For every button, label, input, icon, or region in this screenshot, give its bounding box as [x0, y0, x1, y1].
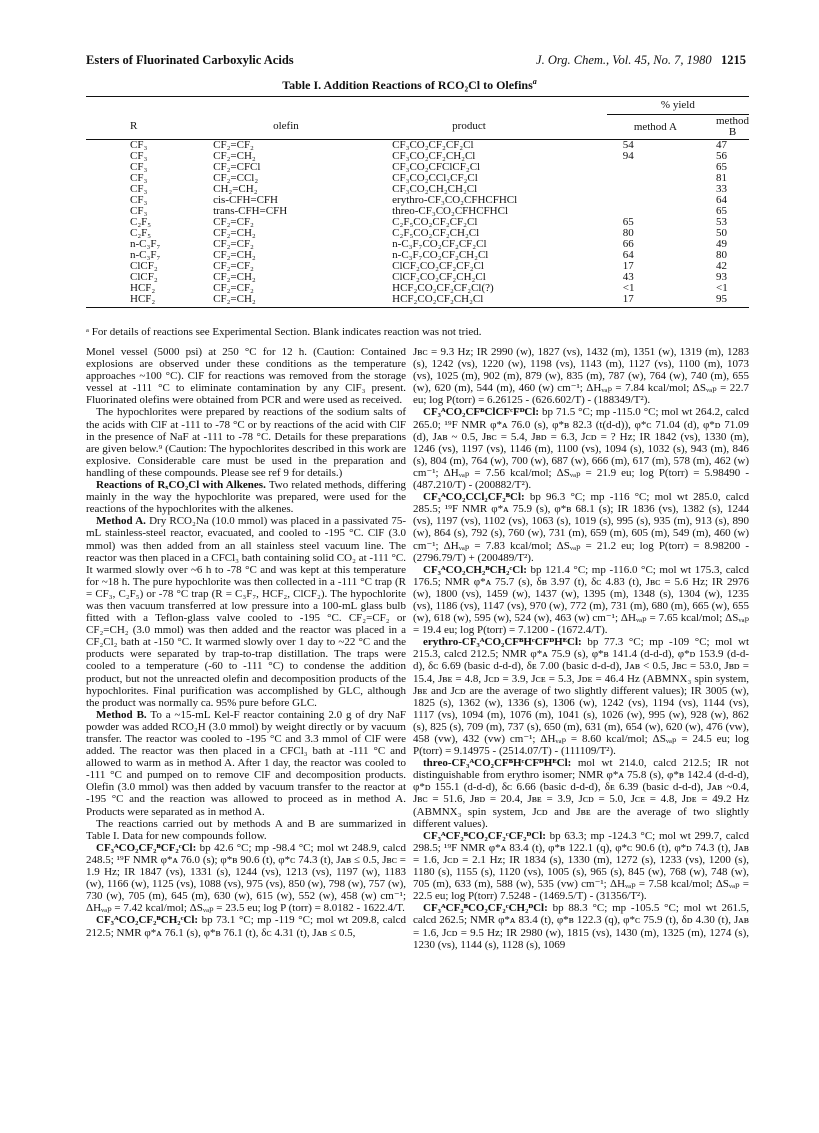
cell-product: n-C₃F₇CO₂CF₂CF₂Cl — [392, 238, 487, 250]
cell-product: CF₃CO₂CFClCF₂Cl — [392, 161, 481, 173]
table-footnote: ᵃ For details of reactions see Experimental Section. Blank indicates reaction was not tried. — [86, 326, 482, 338]
cell-r: n-C₃F₇ — [130, 249, 161, 261]
cell-olefin: CF₂=CH₂ — [213, 227, 256, 239]
cell-r: ClCF₂ — [130, 260, 158, 272]
cell-method-a — [607, 173, 688, 184]
table-title-text: Table I. Addition Reactions of RCO₂Cl to Olefins — [282, 78, 533, 92]
paragraph-text: bp 63.3; mp -124.3 °C; mol wt 299.7, calcd 298.5; ¹⁹F NMR φ*ᴀ 83.4 (t), φ*ʙ 122.1 (q), φ*ᴄ 90.6 (t), φ*ᴅ 74.3 (t), Jᴀʙ = 1.6, Jᴄᴅ = 2.1 Hz; IR 1834 (s), 1330 (m), 1272 (s), 1233 (vs), 1200 (s), 1180 (s), 1155 (s), 1120 (vs), 1005 (s), 965 (s), 845 (w), 768 (w), 748 (w), 705 (m), 633 (m), 588 (w), 535 (vw) cm⁻¹; ΔHᵥₐₚ = 7.58 kcal/mol; ΔSᵥₐₚ = 22.5 eu; log P(torr) 7.5248 - (1469.5/T) - (31356/T²). — [413, 829, 749, 903]
cell-olefin: CF₂=CF₂ — [213, 238, 254, 250]
body-paragraph — [413, 902, 749, 950]
cell-method-a: 65 — [622, 216, 634, 228]
cell-method-b: <1 — [716, 282, 728, 294]
cell-method-a: 94 — [622, 150, 634, 162]
cell-r: CF₃ — [130, 205, 148, 217]
body-paragraph — [413, 830, 749, 903]
col-header-method-b: method B — [688, 115, 749, 140]
cell-method-a — [607, 184, 688, 195]
compound-heading: Reactions of RₓCO₂Cl with Alkenes. — [96, 479, 266, 492]
paragraph-text: bp 121.4 °C; mp -116.0 °C; mol wt 175.3, calcd 176.5; NMR φ*ᴀ 75.7 (s), δʙ 3.97 (t), δᴄ 4.83 (t), Jʙᴄ = 5.6 Hz; IR 2976 (w), 1800 (vs), 1459 (w), 1437 (w), 1395 (m), 1348 (s), 1304 (w), 1235 (vs), 1186 (vs), 1147 (vs), 970 (w), 772 (m), 731 (m), 680 (m), 665 (w), 655 (w), 618 (w), 595 (w), 524 (w), 463 (w) cm⁻¹; ΔHᵥₐₚ = 7.65 kcal/mol; ΔSᵥₐₚ = 19.4 eu; log P(torr) = 7.1200 - (1672.4/T). — [413, 563, 749, 637]
body-paragraph — [86, 709, 406, 818]
cell-olefin: CF₂=CH₂ — [213, 271, 256, 283]
cell-method-a — [607, 195, 688, 206]
compound-heading: Method A. — [96, 515, 146, 528]
addition-reactions-table — [86, 96, 749, 308]
cell-olefin: trans-CFH=CFH — [213, 205, 288, 217]
cell-method-b: 33 — [716, 183, 727, 195]
cell-method-a: 43 — [622, 271, 634, 283]
running-head — [86, 53, 746, 71]
cell-r: CF₃ — [130, 172, 148, 184]
paragraph-text: The reactions carried out by methods A and B are summarized in Table I. Data for new compounds follow. — [86, 817, 406, 842]
cell-r: CF₃ — [130, 161, 148, 173]
paragraph-text: bp 73.1 °C; mp -119 °C; mol wt 209.8, calcd 212.5; NMR φ*ᴀ 76.1 (s), φ*ʙ 76.1 (t), δᴄ 4.31 (t), Jᴀʙ ≤ 0.5, — [86, 914, 406, 939]
journal-citation: J. Org. Chem., Vol. 45, No. 7, 1980 — [536, 53, 712, 67]
cell-method-a: 66 — [622, 238, 634, 250]
paragraph-text: bp 42.6 °C; mp -98.4 °C; mol wt 248.9, calcd 248.5; ¹⁹F NMR φ*ᴀ 76.0 (s); φ*ʙ 90.6 (t), φ*ᴄ 74.3 (t), Jᴀʙ ≤ 0.5, Jʙᴄ = 1.9 Hz; IR 1847 (vs), 1331 (s), 1244 (vs), 1213 (vs), 1197 (w), 1183 (w), 1166 (w), 1125 (vs), 1088 (vs), 975 (vs), 850 (w), 798 (w), 757 (w), 730 (w), 705 (m), 645 (m), 630 (w), 615 (w), 552 (w), 458 (w) cm⁻¹; ΔHᵥₐₚ = 7.42 kcal/mol; ΔSᵥₐₚ = 23.5 eu; log P (torr) = 8.0182 - 1622.4/T. — [86, 841, 406, 915]
compound-heading: CF₃ᴬCO₂CH₂ᴮCH₂ᶜCl: — [423, 563, 527, 576]
paragraph-text: bp 88.3 °C; mp -105.5 °C; mol wt 261.5, calcd 262.5; NMR φ*ᴀ 83.4 (t), φ*ʙ 122.3 (q), φ*ᴄ 75.9 (t), δᴅ 4.30 (t), Jᴀʙ = 1.6, Jᴄᴅ = 9.5 Hz; IR 2980 (w), 1815 (vs), 1430 (m), 1325 (m), 1274 (s), 1230 (vs), 1144 (s), 1128 (s), 1069 — [413, 902, 749, 951]
cell-olefin: CF₂=CCl₂ — [213, 172, 259, 184]
cell-method-b: 49 — [716, 238, 727, 250]
cell-olefin: CF₂=CF₂ — [213, 282, 254, 294]
paragraph-text: The hypochlorites were prepared by reactions of the sodium salts of the acids with ClF at -111 to -78 °C or by reactions of the acid with ClF in the presence of NaF at -111 to -78 °C. Details for these preparations are given below.⁹ (Caution: The hypochlorites described in this work are explosive. Considerable care must be used in the preparation and handling of these compounds. Please see ref 9 for details.) — [86, 406, 406, 479]
cell-product: CF₃CO₂CF₂CH₂Cl — [392, 150, 476, 162]
paragraph-text: mol wt 214.0, calcd 212.5; IR not distinguishable from erythro isomer; NMR φ*ᴀ 75.8 (s), φ*ʙ 142.4 (d-d-d), φ*ᴅ 155.1 (d-d-d), δᴄ 6.66 (basic d-d-d), δᴇ 6.39 (basic d-d-d), Jᴀʙ ~0.4, Jʙᴄ = 51.6, Jʙᴅ = 20.4, Jʙᴇ = 3.9, Jᴄᴅ = 5.0, Jᴄᴇ = 4.8, Jᴅᴇ = 49.2 Hz (ABMNX₃ spin system, Jᴄᴅ and Jʙᴇ are the average of two slightly different values). — [413, 757, 749, 830]
cell-product: CF₃CO₂CH₂CH₂Cl — [392, 183, 478, 195]
cell-method-a: 54 — [622, 139, 634, 151]
cell-method-a: 80 — [622, 227, 634, 239]
cell-r: C₂F₅ — [130, 216, 152, 228]
compound-heading: CF₃ᴬCO₂CFᴮClCFᶜFᴰCl: — [423, 406, 540, 419]
cell-method-a: 17 — [607, 294, 688, 308]
cell-method-a — [607, 206, 688, 217]
compound-heading: CF₃ᴬCO₂CF₂ᴮCH₂ᶜCl: — [96, 914, 199, 927]
compound-heading: CF₃ᴬCO₂CCl₂CF₂ᴮCl: — [423, 491, 525, 504]
body-paragraph — [86, 515, 406, 709]
cell-olefin: CF₂=CH₂ — [213, 150, 256, 162]
cell-method-b: 42 — [716, 260, 727, 272]
cell-olefin: CF₂=CF₂ — [213, 139, 254, 151]
cell-r: n-C₃F₇ — [130, 238, 161, 250]
cell-method-b: 65 — [716, 161, 727, 173]
table-title-footnote-mark: a — [532, 77, 537, 86]
body-paragraph — [86, 479, 406, 515]
body-paragraph — [413, 636, 749, 757]
cell-r: C₂F₅ — [130, 227, 152, 239]
cell-product: HCF₂CO₂CF₂CH₂Cl — [392, 294, 607, 308]
cell-r: HCF₂ — [86, 294, 213, 308]
cell-product: n-C₃F₇CO₂CF₂CH₂Cl — [392, 249, 489, 261]
col-header-method-a: method A — [607, 115, 688, 140]
body-paragraph — [413, 346, 749, 406]
cell-olefin: CF₂=CF₂ — [213, 260, 254, 272]
table-title — [0, 77, 819, 93]
paragraph-text: bp 77.3 °C; mp -109 °C; mol wt 215.3, calcd 212.5; NMR φ*ᴀ 75.9 (s), φ*ʙ 141.4 (d-d-d), φ*ᴅ 153.9 (d-d-d), δᴄ 6.69 (basic d-d-d), δᴇ 7.00 (basic d-d-d), Jᴀʙ < 0.5, Jʙᴄ = 53.0, Jʙᴅ = 15.4, Jʙᴇ = 4.8, Jᴄᴅ = 3.9, Jᴄᴇ = 5.3, Jᴅᴇ = 46.4 Hz (ABMNX₃ spin system, Jʙᴇ and Jᴄᴅ are the average of two slightly different values); IR 3005 (w), 1825 (s), 1362 (w), 1336 (s), 1306 (w), 1242 (vs), 1194 (vs), 1144 (vs), 1117 (vs), 1094 (m), 1076 (m), 1041 (s), 1026 (w), 995 (w), 928 (w), 862 (s), 825 (s), 709 (m), 737 (s), 650 (m), 631 (m), 654 (w), 620 (w), 476 (vw), 458 (vw), 432 (vw) cm⁻¹; ΔHᵥₐₚ = 8.60 kcal/mol; ΔSᵥₐₚ = 24.5 eu; log P(torr) = 9.14975 - (2514.07/T) - (111109/T²). — [413, 636, 749, 758]
compound-heading: CF₃ᴬCF₂ᴮCO₂CF₂ᶜCH₂ᴰCl: — [423, 902, 548, 915]
cell-method-a: 64 — [622, 249, 634, 261]
cell-r: CF₃ — [130, 194, 148, 206]
body-paragraph — [413, 757, 749, 830]
page-number: 1215 — [721, 53, 746, 67]
body-paragraph — [86, 818, 406, 842]
cell-method-b: 53 — [716, 216, 727, 228]
cell-product: C₂F₅CO₂CF₂CF₂Cl — [392, 216, 478, 228]
cell-method-a: 17 — [622, 260, 634, 272]
cell-r: CF₃ — [130, 150, 148, 162]
col-header-olefin: olefin — [213, 115, 392, 140]
compound-heading: Method B. — [96, 708, 147, 721]
cell-method-a — [607, 162, 688, 173]
cell-product: HCF₂CO₂CF₂CF₂Cl(?) — [392, 282, 494, 294]
cell-olefin: CH₂=CH₂ — [213, 183, 258, 195]
cell-method-b: 81 — [716, 172, 727, 184]
cell-method-b: 80 — [716, 249, 727, 261]
running-head-title: Esters of Fluorinated Carboxylic Acids — [86, 53, 294, 67]
cell-method-b: 65 — [716, 205, 727, 217]
body-paragraph — [413, 406, 749, 491]
cell-olefin: CF₂=CH₂ — [213, 294, 392, 308]
body-paragraph — [413, 564, 749, 637]
running-head-citation — [536, 53, 746, 68]
paragraph-text: Two related methods, differing mainly in the way the hypochlorite was prepared, were used for the reactions of the hypochlorites with the alkenes. — [86, 479, 406, 516]
cell-r: CF₃ — [130, 183, 148, 195]
cell-r: HCF₂ — [130, 282, 156, 294]
left-text-column — [86, 346, 406, 939]
compound-heading: erythro-CF₃ᴬCO₂CFᴮHᶜCFᴰHᴱCl: — [423, 636, 582, 649]
paragraph-text: Jʙᴄ = 9.3 Hz; IR 2990 (w), 1827 (vs), 1432 (m), 1351 (w), 1319 (m), 1283 (s), 1242 (vs), 1220 (w), 1198 (vs), 1143 (m), 1127 (vs), 1100 (m), 1073 (vs), 1025 (m), 902 (m), 879 (w), 835 (m), 787 (w), 764 (w), 740 (m), 655 (w), 620 (m), 544 (m), 460 (w) cm⁻¹; ΔHᵥₐₚ = 7.84 kcal/mol; ΔSᵥₐₚ = 22.7 eu; log P(torr) = 6.26125 - (626.602/T) - (188349/T²). — [413, 346, 749, 407]
table-row — [86, 294, 749, 308]
cell-method-a: <1 — [622, 282, 635, 294]
cell-olefin: CF₂=CF₂ — [213, 216, 254, 228]
body-paragraph — [86, 406, 406, 479]
cell-r: CF₃ — [130, 139, 148, 151]
cell-method-b: 95 — [688, 294, 749, 308]
body-paragraph — [86, 842, 406, 915]
paragraph-text: To a ~15-mL Kel-F reactor containing 2.0 g of dry NaF powder was added RCO₂H (3.0 mmol) by weight directly or by vacuum transfer. The reactor was cooled to -195 °C and 3.3 mmol of ClF were added. The reactor was then placed in a CFCl₃ bath at -111 °C and allowed to warm as in method A. After 1 day, the reactor was cooled to -111 °C and pumped on to remove ClF and decomposition products. Olefin (3.0 mmol) was then added by vacuum transfer to the reactor at -195 °C and the reaction was allowed to proceed as in method A. Products were separated as in method A. — [86, 708, 407, 818]
right-text-column — [413, 346, 749, 951]
paragraph-text: Monel vessel (5000 psi) at 250 °C for 12 h. (Caution: Contained explosions are observed under these conditions as the temperature approaches ~100 °C). ClF for reactions was removed from the storage vessel at -111 °C to eliminate contamination by any ClF₃ present. Fluorinated olefins were obtained from PCR and were used as received. — [86, 346, 406, 407]
paragraph-text: bp 71.5 °C; mp -115.0 °C; mol wt 264.2, calcd 265.0; ¹⁹F NMR φ*ᴀ 76.0 (s), φ*ʙ 82.3 (t(d-d)), φ*ᴄ 71.04 (d), φ*ᴅ 71.09 (d), Jᴀʙ ~ 0.5, Jʙᴄ = 5.4, Jʙᴅ = 6.3, Jᴄᴅ = ? Hz; IR 1842 (vs), 1330 (m), 1246 (vs), 1197 (vs), 1146 (m), 1100 (vs), 1094 (s), 1032 (s), 943 (m), 846 (s), 804 (m), 764 (w), 700 (w), 687 (w), 666 (m), 617 (m), 578 (m), 462 (w) cm⁻¹; ΔHᵥₐₚ = 7.56 kcal/mol; ΔSᵥₐₚ = 21.9 eu; log P(torr) = 5.98490 - (487.210/T) - (200882/T²). — [413, 406, 749, 492]
col-header-r: R — [86, 115, 213, 140]
cell-olefin: cis-CFH=CFH — [213, 194, 278, 206]
cell-product: erythro-CF₃CO₂CFHCFHCl — [392, 194, 518, 206]
body-paragraph — [86, 346, 406, 406]
table-body — [86, 140, 749, 308]
col-header-product: product — [392, 115, 607, 140]
cell-method-b: 50 — [716, 227, 727, 239]
compound-heading: threo-CF₃ᴬCO₂CFᴮHᶜCFᴰHᴱCl: — [423, 757, 572, 770]
body-paragraph — [86, 914, 406, 938]
yield-header: % yield — [607, 97, 749, 115]
compound-heading: CF₃ᴬCO₂CF₂ᴮCF₂ᶜCl: — [96, 841, 197, 854]
cell-method-b: 64 — [716, 194, 727, 206]
cell-r: ClCF₂ — [130, 271, 158, 283]
cell-product: ClCF₂CO₂CF₂CF₂Cl — [392, 260, 484, 272]
compound-heading: CF₃ᴬCF₂ᴮCO₂CF₂ᶜCF₂ᴰCl: — [423, 829, 546, 842]
cell-product: CF₃CO₂CCl₂CF₂Cl — [392, 172, 478, 184]
cell-product: threo-CF₃CO₂CFHCFHCl — [392, 205, 509, 217]
cell-product: ClCF₂CO₂CF₂CH₂Cl — [392, 271, 486, 283]
cell-olefin: CF₂=CFCl — [213, 161, 261, 173]
cell-product: C₂F₅CO₂CF₂CH₂Cl — [392, 227, 480, 239]
cell-method-b: 56 — [716, 150, 727, 162]
cell-olefin: CF₂=CH₂ — [213, 249, 256, 261]
paragraph-text: Dry RCO₂Na (10.0 mmol) was placed in a passivated 75-mL stainless-steel reactor, evacuated, and cooled to -195 °C. ClF (3.0 mmol) was then added from an all stainless steel vacuum line. The reactor was then placed in a CFCl₃ bath containing solid CO₂ at -111 °C. It warmed slowly over ~6 h to -78 °C and was kept at this temperature for ~18 h. The pure hypochlorite was then collected in a -111 °C trap (R = CF₃, C₂F₅) or -78 °C trap (R = C₃F₇, HCF₂, ClCF₂). The hypochlorite was then vacuum transferred at low pressure into a 100-mL glass bulb fitted with a Teflon-glass valve cooled to -195 °C. CF₂=CF₂ or CF₂=CH₂ (3.0 mmol) was then added and the reactor was placed in a CF₂Cl₂ bath at -150 °C. It warmed slowly over 1 day to ~22 °C and the products were separated by trap-to-trap distillation. The traps were cooled to a temperature (-60 to -111 °C) to condense the addition product, but not the unreacted olefin and decomposition products of the hypochlorites. Final purification was accomplished by GLC, although the product was normally ca. 95% pure before GLC. — [86, 515, 406, 709]
body-paragraph — [413, 491, 749, 564]
paragraph-text: bp 96.3 °C; mp -116 °C; mol wt 285.0, calcd 285.5; ¹⁹F NMR φ*ᴀ 75.9 (s), φ*ʙ 68.1 (s); IR 1836 (vs), 1382 (s), 1244 (vs), 1197 (vs), 1102 (vs), 1063 (s), 1019 (s), 995 (s), 935 (m), 913 (s), 890 (w), 864 (s), 792 (s), 760 (w), 731 (m), 659 (m), 605 (m), 549 (m), 460 (w) cm⁻¹; ΔHᵥₐₚ = 7.83 kcal/mol; ΔSᵥₐₚ = 21.2 eu; log P(torr) = 8.98200 - (2796.79/T) + (200489/T²). — [413, 491, 749, 564]
cell-method-b: 47 — [716, 139, 727, 151]
cell-method-b: 93 — [716, 271, 727, 283]
cell-product: CF₃CO₂CF₂CF₂Cl — [392, 139, 474, 151]
